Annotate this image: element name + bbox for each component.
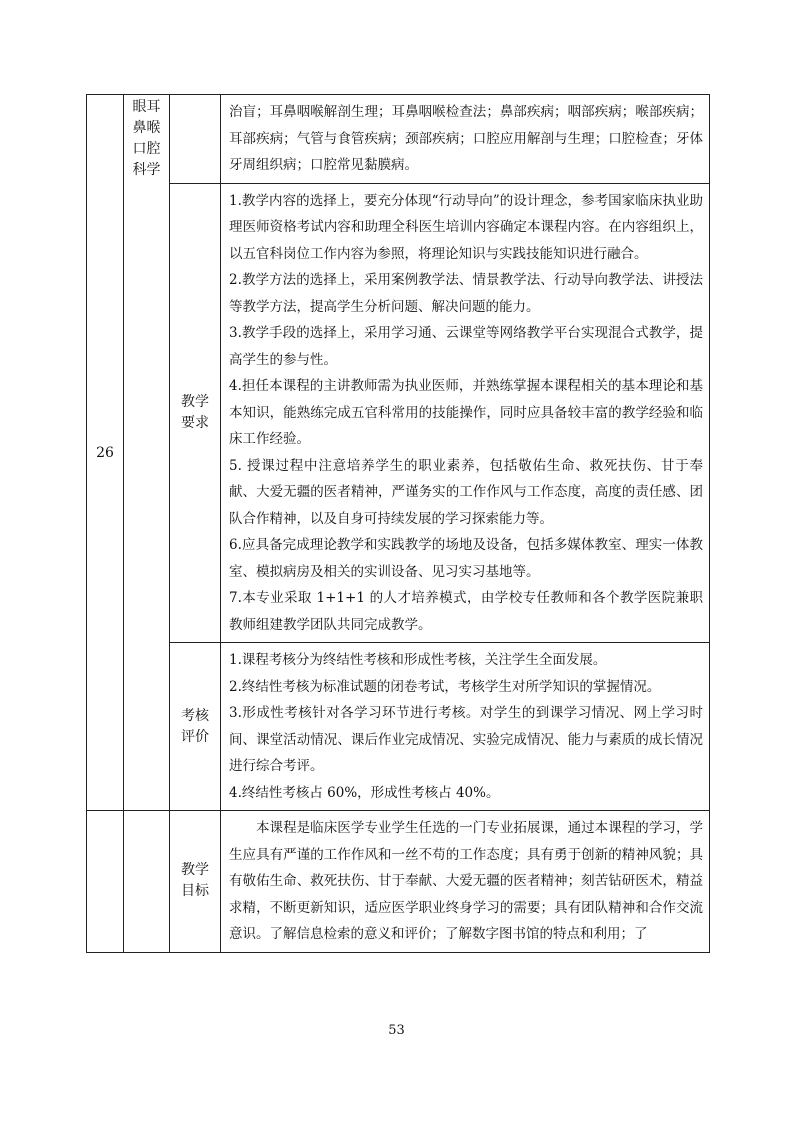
requirement-item: 1.教学内容的选择上，要充分体现“行动导向”的设计理念，参考国家临床执业助理医师资格考试内容和助理全科医生培训内容确定本课程内容。在内容组织上，以五官科岗位工作内容为参照，将理论知识与实践技能知识进行融合。 [229, 192, 703, 262]
teaching-requirements-content [221, 183, 710, 643]
teaching-goals-label: 教学目标 [181, 862, 209, 900]
assessment-item: 2.终结性考核为标准试题的闭卷考试，考核学生对所学知识的掌握情况。 [229, 678, 661, 695]
course-content-top: 治盲；耳鼻咽喉解剖生理；耳鼻咽喉检查法；鼻部疾病；咽部疾病；喉部疾病；耳部疾病；气管与食管疾病；颈部疾病；口腔应用解剖与生理；口腔检查；牙体牙周组织病；口腔常见黏膜病。 [229, 104, 703, 173]
assessment-label: 考核评价 [181, 707, 209, 745]
next-course-number [87, 811, 124, 953]
teaching-goals-text: 本课程是临床医学专业学生任选的一门专业拓展课，通过本课程的学习，学生应具有严谨的工作作风和一丝不苟的工作态度；具有勇于创新的精神风貌；具有敬佑生命、救死扶伤、甘于奉献、大爱无疆的医者精神；刻苦钻研医术，精益求精，不断更新知识，适应医学职业终身学习的需要；具有团队精神和合作交流意识。了解信息检索的意义和评价；了解数字图书馆的特点和利用；了 [229, 820, 703, 942]
assessment-label-cell [170, 643, 221, 811]
course-name-cell [124, 95, 170, 811]
table-row [87, 95, 710, 184]
assessment-item: 4.终结性考核占 60%，形成性考核占 40%。 [229, 784, 500, 801]
requirement-item: 7.本专业采取 1+1+1 的人才培养模式，由学校专任教师和各个教学医院兼职教师组建教学团队共同完成教学。 [229, 590, 703, 633]
teaching-requirements-label: 教学要求 [181, 393, 209, 431]
requirement-item: 3.教学手段的选择上，采用学习通、云课堂等网络教学平台实现混合式教学，提高学生的参与性。 [229, 325, 703, 368]
next-course-name [124, 811, 170, 953]
assessment-content [221, 643, 710, 811]
requirement-item: 5. 授课过程中注意培养学生的职业素养，包括敬佑生命、救死扶伤、甘于奉献、大爱无疆的医者精神，严谨务实的工作作风与工作态度，高度的责任感、团队合作精神，以及自身可持续发展的学习探索能力等。 [229, 457, 703, 527]
teaching-goals-content [221, 811, 710, 953]
teaching-goals-label-cell [170, 811, 221, 953]
table-row [87, 811, 710, 953]
table-row [87, 183, 710, 643]
content-cell [221, 95, 710, 184]
table-row [87, 643, 710, 811]
course-name: 眼耳鼻喉口腔科学 [132, 99, 161, 178]
empty-label-cell [170, 95, 221, 184]
assessment-item: 3.形成性考核针对各学习环节进行考核。对学生的到课学习情况、网上学习时间、课堂活动情况、课后作业完成情况、实验完成情况、能力与素质的成长情况进行综合考评。 [229, 705, 703, 774]
course-table [86, 94, 710, 953]
assessment-item: 1.课程考核分为终结性考核和形成性考核，关注学生全面发展。 [229, 652, 607, 668]
course-number: 26 [87, 95, 124, 811]
requirement-item: 2.教学方法的选择上，采用案例教学法、情景教学法、行动导向教学法、讲授法等教学方法，提高学生分析问题、解决问题的能力。 [229, 272, 703, 315]
requirement-item: 4.担任本课程的主讲教师需为执业医师，并熟练掌握本课程相关的基本理论和基本知识，能熟练完成五官科常用的技能操作，同时应具备较丰富的教学经验和临床工作经验。 [229, 378, 703, 447]
page-number: 53 [388, 1023, 405, 1038]
requirement-item: 6.应具备完成理论教学和实践教学的场地及设备，包括多媒体教室、理实一体教室、模拟病房及相关的实训设备、见习实习基地等。 [229, 537, 703, 580]
teaching-requirements-label-cell [170, 183, 221, 643]
